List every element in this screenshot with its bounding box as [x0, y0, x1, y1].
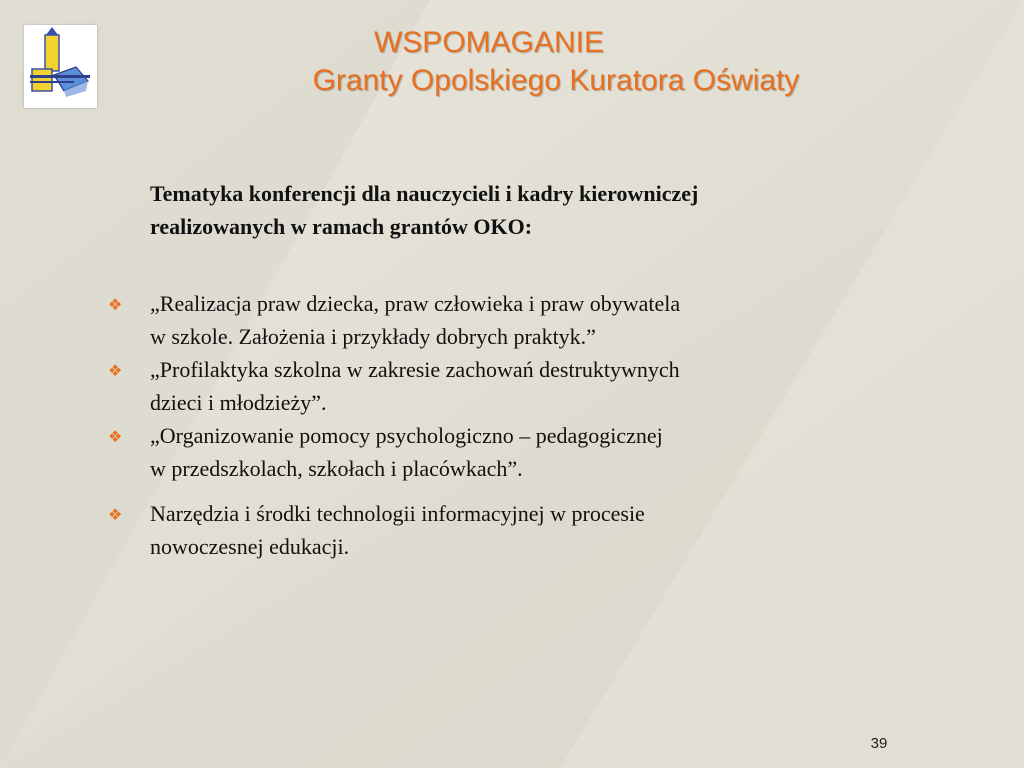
page-number: 39	[870, 735, 888, 752]
topic-list	[104, 287, 904, 563]
list-item	[104, 419, 904, 485]
list-item-line-1: „Profilaktyka szkolna w zakresie zachowań destruktywnych	[150, 357, 680, 382]
list-item-line-2: w przedszkolach, szkołach i placówkach”.	[150, 456, 523, 481]
diamond-bullet-icon: ❖	[108, 295, 123, 314]
title-line-1: WSPOMAGANIE	[373, 26, 605, 59]
diamond-bullet-icon: ❖	[108, 505, 123, 524]
list-item-line-1: „Realizacja praw dziecka, praw człowieka i praw obywatela	[150, 291, 681, 316]
heading-line-2: realizowanych w ramach grantów OKO:	[150, 214, 533, 239]
kuratorium-logo	[24, 25, 97, 108]
diamond-bullet-icon: ❖	[108, 427, 123, 446]
list-item-line-2: w szkole. Założenia i przykłady dobrych praktyk.”	[150, 324, 596, 349]
section-heading	[150, 177, 930, 243]
title-line-2: Granty Opolskiego Kuratora Oświaty	[312, 64, 800, 97]
slide-title	[140, 24, 960, 100]
list-item	[104, 353, 904, 419]
list-item-line-2: dzieci i młodzieży”.	[150, 390, 327, 415]
list-item-line-1: Narzędzia i środki technologii informacyjnej w procesie	[150, 501, 645, 526]
list-item	[104, 497, 904, 563]
heading-line-1: Tematyka konferencji dla nauczycieli i kadry kierowniczej	[150, 181, 699, 206]
list-item-line-1: „Organizowanie pomocy psychologiczno – pedagogicznej	[150, 423, 663, 448]
list-item	[104, 287, 904, 353]
kuratorium-logo-icon	[24, 25, 97, 108]
diamond-bullet-icon: ❖	[108, 361, 123, 380]
list-item-line-2: nowoczesnej edukacji.	[150, 534, 350, 559]
